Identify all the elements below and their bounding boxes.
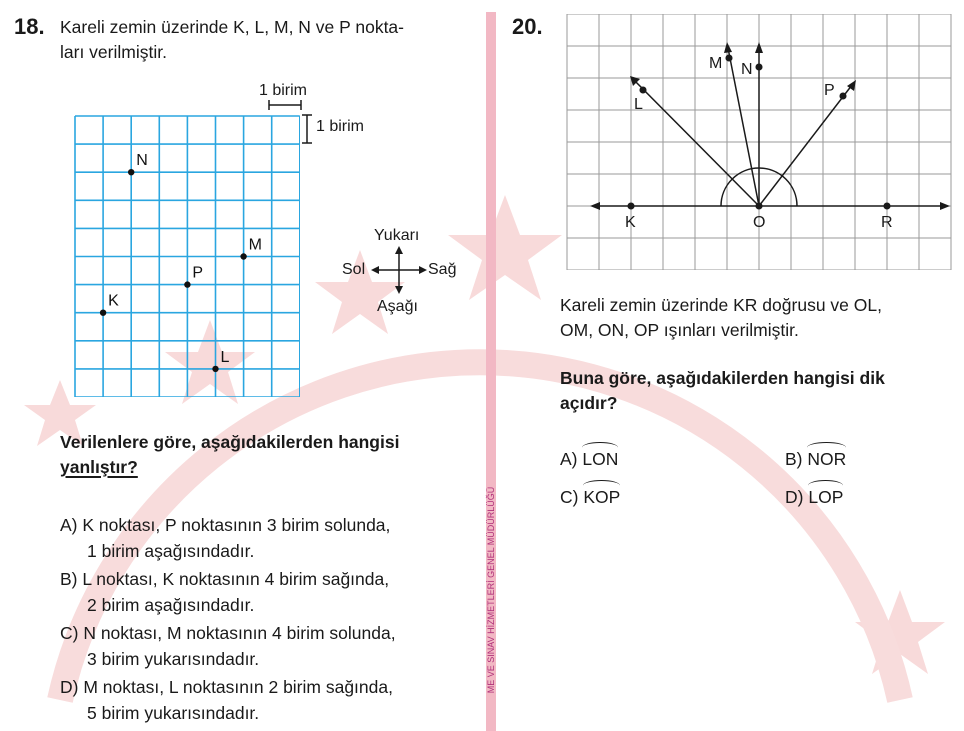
point-m [726,55,732,61]
point-l [212,366,218,372]
point-o [756,203,762,209]
q20-text-line1: Kareli zemin üzerinde KR doğrusu ve OL, [560,295,882,315]
q20-option-d-angle: LOP [808,487,844,507]
point-n [128,169,134,175]
label-l: L [634,96,643,113]
point-r [884,203,890,209]
label-n: N [741,61,753,78]
point-p [840,93,846,99]
compass-left-label: Sol [342,261,366,278]
arrowhead-left [590,202,600,210]
q18-option-d-line1[interactable]: D) M noktası, L noktasının 2 birim sağında, [60,677,393,697]
q20-question-line1: Buna göre, aşağıdakilerden hangisi dik [560,368,885,388]
q18-option-a-line2: 1 birim aşağısındadır. [87,541,255,561]
label-m: M [248,236,262,254]
q18-option-b-line2: 2 birim aşağısındadır. [87,595,255,615]
label-p: P [824,82,835,99]
label-r: R [881,214,893,231]
arrowhead-right [940,202,950,210]
ray-ol [634,80,759,206]
q18-number: 18. [14,14,45,39]
q18-intro-line1: Kareli zemin üzerinde K, L, M, N ve P nokta- [60,17,404,37]
label-l: L [220,348,230,366]
q20-option-b[interactable] [785,449,846,470]
ray-op [759,85,852,206]
arrowhead-n [755,42,763,53]
q20-ray-diagram [566,14,952,270]
arrowhead-m [724,42,732,53]
label-n: N [136,152,148,170]
q18-option-d-line2: 5 birim yukarısındadır. [87,703,260,723]
compass-up-label: Yukarı [374,227,420,244]
compass-down-label: Aşağı [377,298,418,315]
q20-option-b-letter: B) [785,449,803,469]
q20-number: 20. [512,14,543,39]
q20-option-a[interactable] [560,449,618,470]
compass-arrows [370,244,430,296]
point-n [756,64,762,70]
q18-option-c-line2: 3 birim yukarısındadır. [87,649,260,669]
q20-option-a-angle: LON [582,449,619,469]
label-o: O [753,214,766,231]
point-k [100,310,106,316]
footer-vertical-text: ME VE SINAV HİZMETLERİ GENEL MÜDÜRLÜĞÜ [486,486,496,694]
unit-horizontal-marker [266,98,306,112]
q18-question-line2: yanlıştır? [60,457,138,477]
compass-right-label: Sağ [428,261,457,278]
q18-option-a-line1[interactable]: A) K noktası, P noktasının 3 birim solunda, [60,515,391,535]
q20-option-c-letter: C) [560,487,579,507]
q20-option-c[interactable] [560,487,620,508]
label-k: K [625,214,636,231]
q20-option-b-angle: NOR [807,449,847,469]
q18-question-line1: Verilenlere göre, aşağıdakilerden hangisi [60,432,400,452]
point-k [628,203,634,209]
point-p [184,281,190,287]
q18-intro-line2: ları verilmiştir. [60,42,167,62]
label-p: P [192,264,204,282]
q20-option-a-letter: A) [560,449,578,469]
point-l [640,87,646,93]
label-k: K [108,292,119,310]
unit-vertical-label: 1 birim [316,118,365,135]
q18-option-c-line1[interactable]: C) N noktası, M noktasının 4 birim solunda, [60,623,396,643]
q20-option-c-angle: KOP [583,487,621,507]
q18-point-grid [74,115,300,397]
q18-option-b-line1[interactable]: B) L noktası, K noktasının 4 birim sağında, [60,569,390,589]
q20-option-d[interactable] [785,487,843,508]
watermark-star [448,195,562,300]
unit-vertical-marker [300,112,314,146]
point-m [240,253,246,259]
unit-horizontal-label: 1 birim [259,82,308,99]
q20-question-line2: açıdır? [560,393,618,413]
q20-text-line2: OM, ON, OP ışınları verilmiştir. [560,320,799,340]
q20-option-d-letter: D) [785,487,804,507]
label-m: M [709,55,723,72]
